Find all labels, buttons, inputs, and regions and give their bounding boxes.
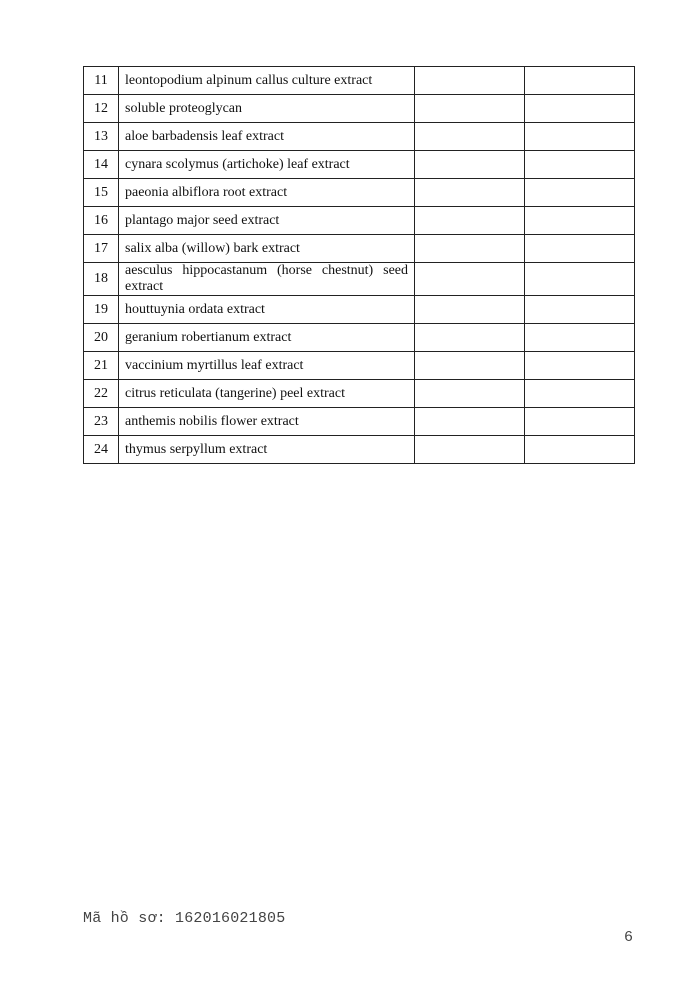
empty-cell (525, 123, 635, 151)
empty-cell (415, 263, 525, 296)
empty-cell (525, 263, 635, 296)
table-row (84, 436, 635, 464)
row-number: 11 (84, 67, 119, 95)
empty-cell (415, 352, 525, 380)
row-number: 16 (84, 207, 119, 235)
table-row (84, 380, 635, 408)
table-row (84, 296, 635, 324)
empty-cell (415, 324, 525, 352)
row-number: 13 (84, 123, 119, 151)
ingredient-name: vaccinium myrtillus leaf extract (119, 352, 415, 380)
empty-cell (415, 67, 525, 95)
empty-cell (525, 324, 635, 352)
ingredient-name: anthemis nobilis flower extract (119, 408, 415, 436)
empty-cell (525, 67, 635, 95)
empty-cell (525, 296, 635, 324)
empty-cell (525, 436, 635, 464)
empty-cell (415, 380, 525, 408)
table-row (84, 408, 635, 436)
row-number: 21 (84, 352, 119, 380)
empty-cell (525, 207, 635, 235)
table-row (84, 67, 635, 95)
empty-cell (415, 296, 525, 324)
ingredient-name: aesculus hippocastanum (horse chestnut) seed extract (125, 263, 408, 294)
table-row (84, 263, 635, 296)
row-number: 19 (84, 296, 119, 324)
ingredient-name: aloe barbadensis leaf extract (119, 123, 415, 151)
ingredient-name-cell (119, 263, 415, 296)
ingredient-name: salix alba (willow) bark extract (119, 235, 415, 263)
row-number: 24 (84, 436, 119, 464)
table-row (84, 235, 635, 263)
ingredient-name: geranium robertianum extract (119, 324, 415, 352)
ingredient-name: leontopodium alpinum callus culture extract (119, 67, 415, 95)
table-row (84, 123, 635, 151)
table-row (84, 95, 635, 123)
empty-cell (525, 235, 635, 263)
empty-cell (525, 151, 635, 179)
ingredients-table-body (84, 67, 635, 464)
empty-cell (415, 408, 525, 436)
ingredient-name: thymus serpyllum extract (119, 436, 415, 464)
ingredients-table (83, 66, 635, 464)
row-number: 12 (84, 95, 119, 123)
ingredient-name: citrus reticulata (tangerine) peel extract (119, 380, 415, 408)
empty-cell (415, 207, 525, 235)
row-number: 18 (84, 263, 119, 296)
page-number: 6 (623, 929, 633, 946)
row-number: 15 (84, 179, 119, 207)
empty-cell (415, 179, 525, 207)
empty-cell (525, 95, 635, 123)
file-code: Mã hồ sơ: 162016021805 (83, 910, 286, 927)
ingredient-name: houttuynia ordata extract (119, 296, 415, 324)
empty-cell (525, 352, 635, 380)
empty-cell (415, 151, 525, 179)
ingredient-name: paeonia albiflora root extract (119, 179, 415, 207)
row-number: 14 (84, 151, 119, 179)
empty-cell (525, 408, 635, 436)
row-number: 20 (84, 324, 119, 352)
row-number: 22 (84, 380, 119, 408)
table-row (84, 324, 635, 352)
table-row (84, 151, 635, 179)
ingredient-name: plantago major seed extract (119, 207, 415, 235)
empty-cell (415, 95, 525, 123)
ingredient-name: cynara scolymus (artichoke) leaf extract (119, 151, 415, 179)
ingredient-name: soluble proteoglycan (119, 95, 415, 123)
empty-cell (525, 380, 635, 408)
empty-cell (415, 436, 525, 464)
empty-cell (525, 179, 635, 207)
table-row (84, 207, 635, 235)
table-row (84, 179, 635, 207)
row-number: 17 (84, 235, 119, 263)
table-row (84, 352, 635, 380)
empty-cell (415, 123, 525, 151)
row-number: 23 (84, 408, 119, 436)
empty-cell (415, 235, 525, 263)
